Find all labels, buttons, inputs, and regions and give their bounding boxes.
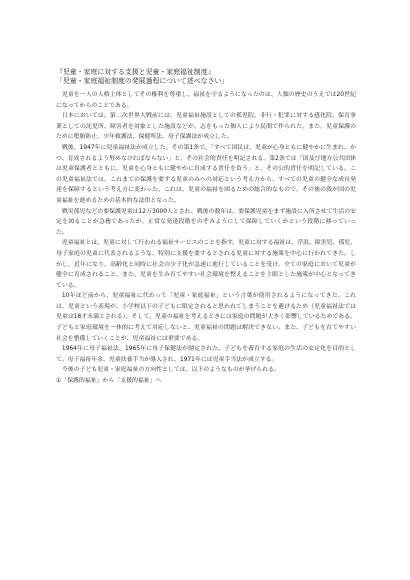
list-item-1: ①「保護的福祉」から「支援的福祉」へ <box>56 378 162 385</box>
paragraph-6: 10年ほど前から、児童福祉に代わって「児童・家庭福祉」という言葉が使用されるようになってきた。これは、児童という表現が、小学校以下の子どもに限定されると思われてしまうことを避けるため（児童福祉法では児童は18才未満とされる）、そして、児童の福祉を考えるときには家庭の問題が大きく影響しているためである。子どもと家庭環境を一体的に考えて対応しないと、児童福祉の問題は解決できない。また、子どもを育てやすい社会を整備していくことが、児童福祉には重要である。 <box>56 293 356 342</box>
paragraph-4: 戦災孤児などの要保護児童は12万3000人とされ、戦後の数年は、要保護児童をまず施設に入所させて生活の安定を図ることが急務であったが、正常な発達段階をのぞみようにして保障していくかという段階に移っていった。 <box>56 208 356 236</box>
paragraph-1: 児童を一人の人格主体としてその権利を尊重し、福祉を守るようになったのは、人類の歴史のうえでは20世紀になってからのことである。 <box>56 92 356 109</box>
document-title: 『児童・家庭に対する支援と児童・家庭福祉制度』 <box>56 68 215 76</box>
paragraph-8: 今後の子ども児童・家庭福祉の方向性としては、以下のようなものが挙げられる。 <box>61 367 280 374</box>
paragraph-3: 戦後、1947年に児童福祉法が成立した。その第1条で、「すべて国民は、児童が心身ともに健やかに生まれ、かつ、育成されるよう努めなければならない」と、その社会的責任を明記される。第2条では「国及び地方公共団体は児童保護者とともに、児童を心身ともに健やかに育成する責任を負う」と、その公的責任を明記している。この児童福祉法では、これまでの保護を要する児童のみへの対応という考え方から、すべての児童の健全な成長発達を保障するという考え方に変わった。これは、児童の福祉を図るための総合的なもので、その後の我が国の児童福祉を進めるための基本的な法律となった。 <box>56 144 356 204</box>
assignment-question: 「児童・家庭福祉制度の発展過程について述べなさい」 <box>56 77 229 85</box>
paragraph-2: 日本においては、第二次世界大戦前には、児童福祉施設としての孤児院、非行・犯罪に対する感化院、保育事業としての託児所、障害者を対象とした施設などが、志をもった個人により民間で作られた。また、児童保護のために堕胎防止、少年救護法、保健所法、母子保護法が成立した。 <box>56 113 356 141</box>
document-page <box>56 68 356 558</box>
paragraph-7: 1964年に母子福祉法、1965年に母子保健法が制定された。子どもを養育する家庭の生活の安定化を目的として、母子福祉年金、児童扶養手当が導入され、1971年には児童手当法が成立する。 <box>56 346 356 363</box>
paragraph-5: 児童福祉とは、児童に対して行われる福祉サービスのことを指す。児童に対する福祉は、浮浪、障害児、孤児、母子家庭の児童に代表されるような、特別に支援を要するとされる児童に対する施策を中心に行われてきた。しかし、近年になり、高齢化と同時に社会の少子化が急速に進行していることを受け、全ての家庭において児童が健全に育成されること、また、児童を生み育てやすい社会環境を整えることを主眼とした施策が中心となってきている。 <box>56 240 356 289</box>
